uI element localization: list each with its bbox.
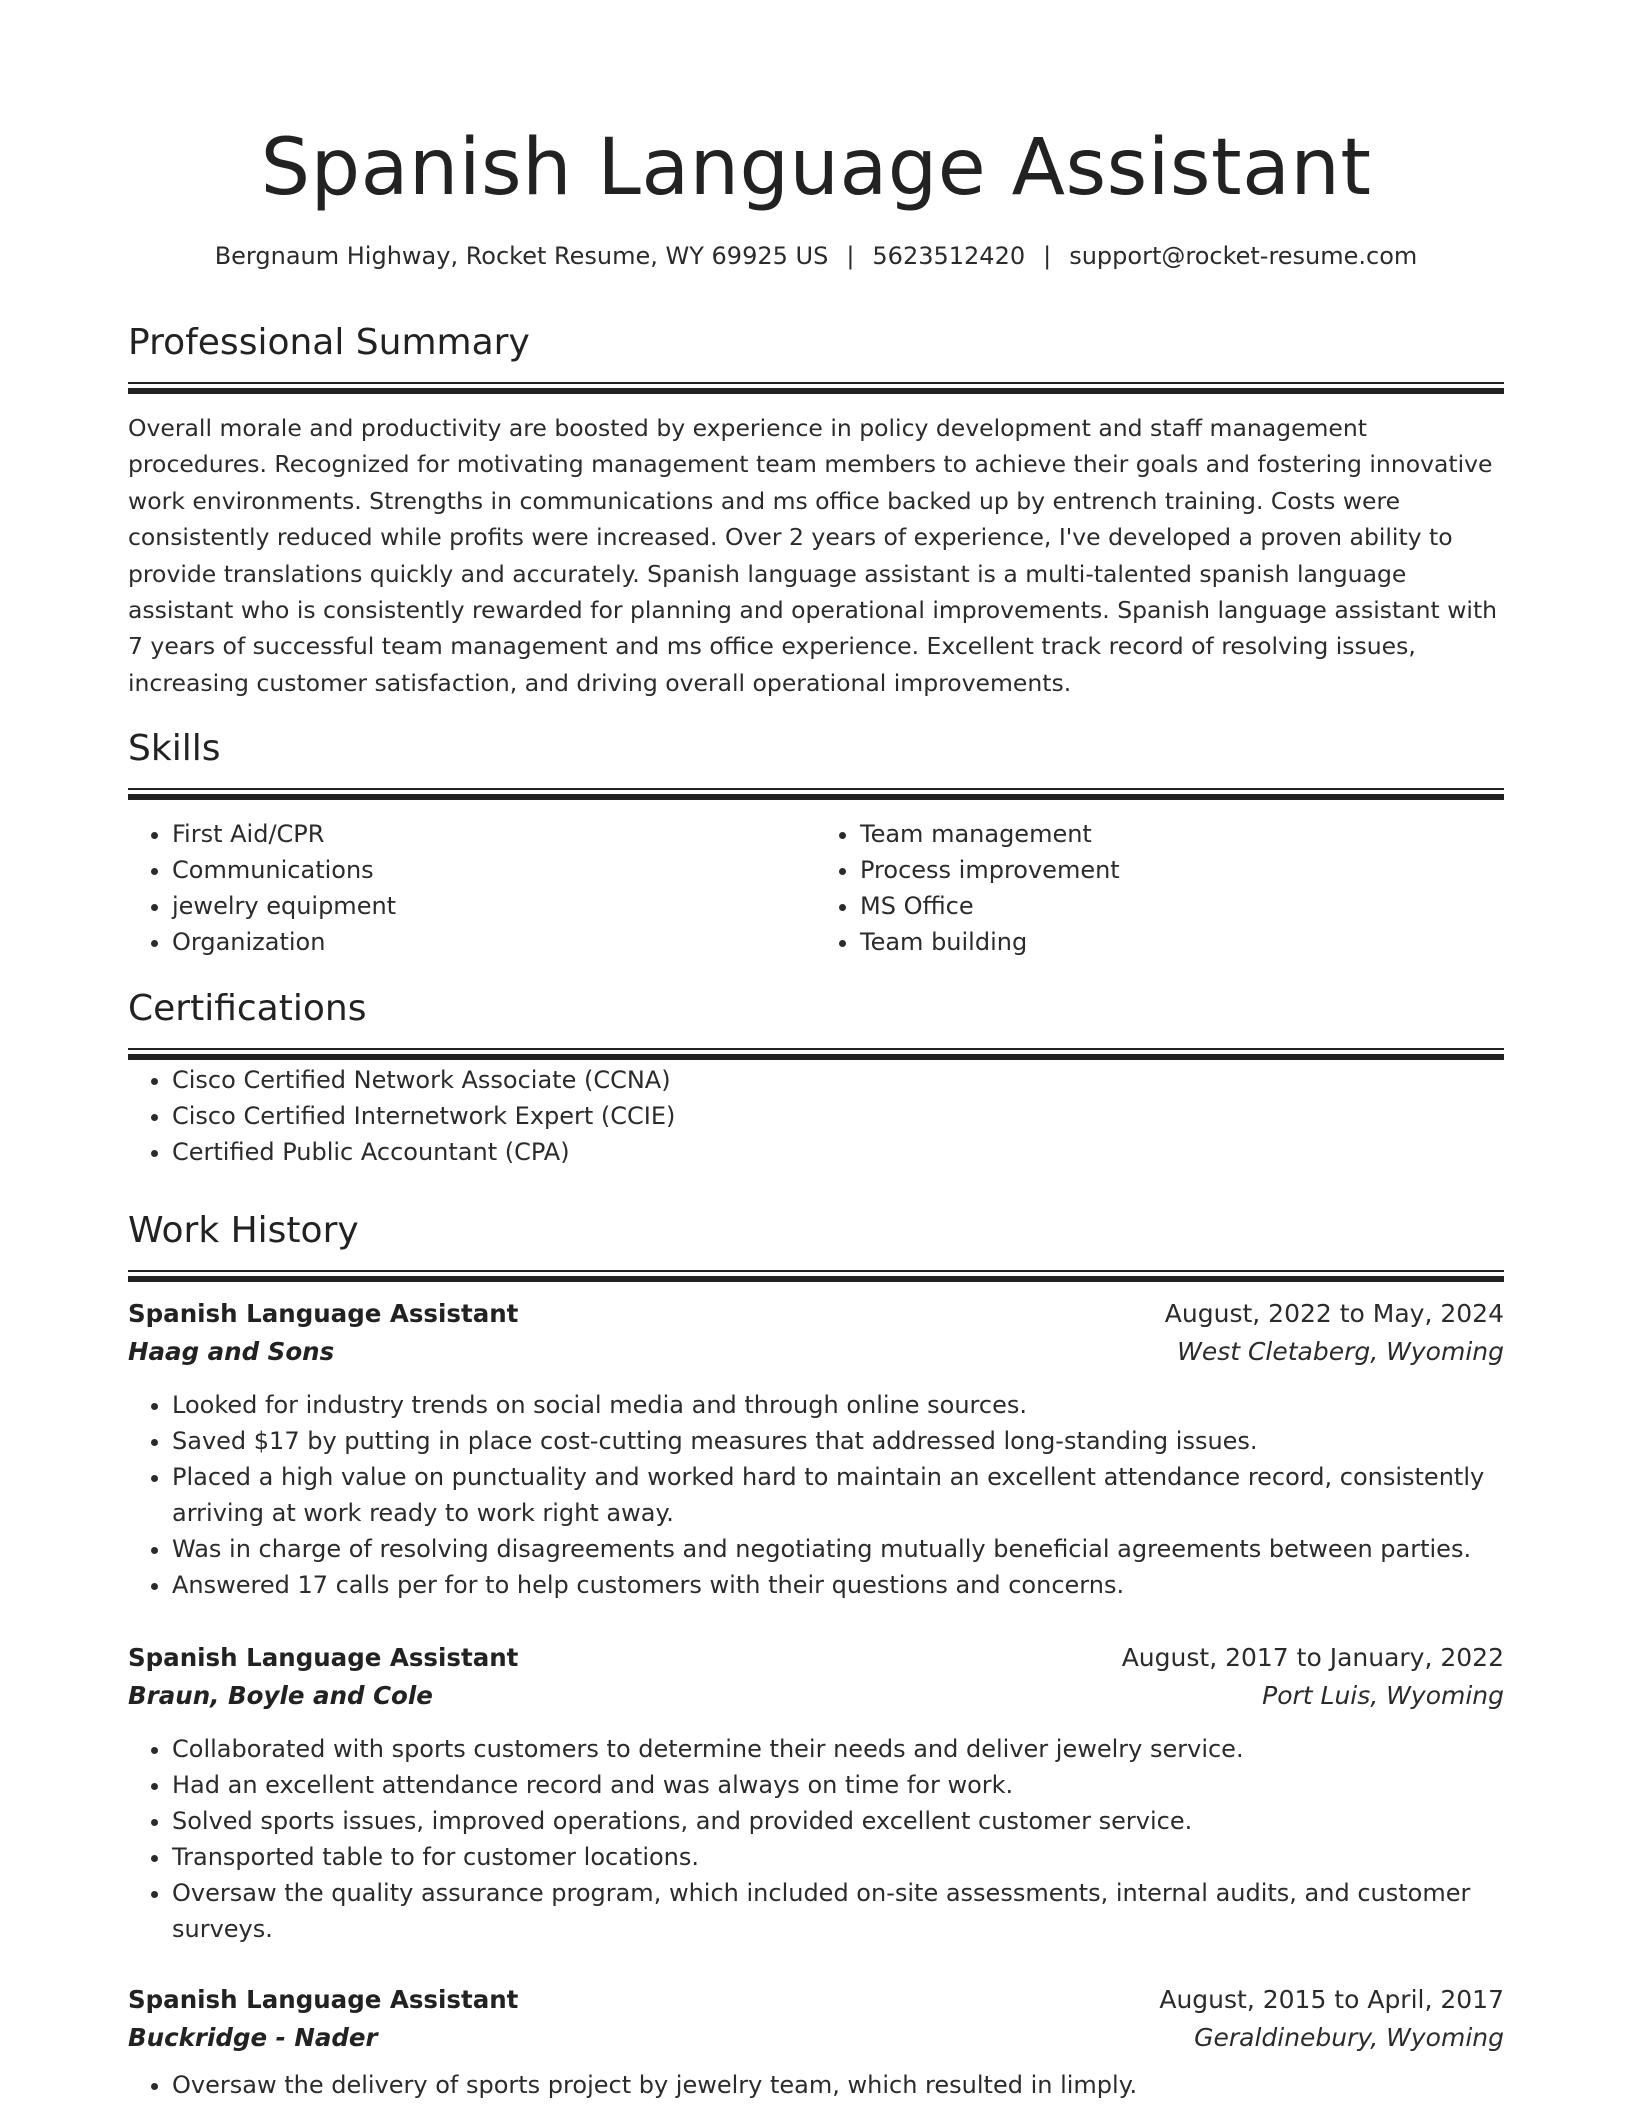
- skill-item: • Organization: [172, 924, 816, 960]
- job-bullet: • Transported table to for customer locations.: [172, 1839, 1504, 1875]
- certification-item: • Cisco Certified Internetwork Expert (CCIE): [172, 1098, 1504, 1134]
- skill-item: • MS Office: [860, 888, 1504, 924]
- job-location: Port Luis, Wyoming: [1262, 1681, 1504, 1710]
- certifications-list: [128, 1062, 1504, 1170]
- job-bullet: • Was in charge of resolving disagreements and negotiating mutually beneficial agreements between parties.: [172, 1531, 1504, 1567]
- skills-list-right: [816, 816, 1504, 960]
- job-company-row: [128, 1677, 1504, 1715]
- job-bullet: • Oversaw the quality assurance program, which included on-site assessments, internal audits, and customer surveys.: [172, 1875, 1504, 1947]
- contact-address: Bergnaum Highway, Rocket Resume, WY 69925 US: [214, 242, 829, 270]
- job-bullet: • Had an excellent attendance record and was always on time for work.: [172, 1767, 1504, 1803]
- skills-list-left: [128, 816, 816, 960]
- contact-line: [128, 238, 1504, 274]
- job-company: Braun, Boyle and Cole: [128, 1681, 433, 1710]
- job-header-row: [128, 1295, 1504, 1333]
- job-company-row: [128, 2019, 1504, 2057]
- job-entry: [128, 1295, 1504, 1603]
- job-company: Buckridge - Nader: [128, 2023, 378, 2052]
- skill-item: • Communications: [172, 852, 816, 888]
- skill-item: • Team building: [860, 924, 1504, 960]
- certifications-section: [128, 984, 1504, 1170]
- work-history-section: [128, 1206, 1504, 1284]
- certification-item: • Certified Public Accountant (CPA): [172, 1134, 1504, 1170]
- summary-heading: Professional Summary: [128, 322, 530, 363]
- contact-separator: |: [846, 242, 855, 270]
- skills-heading: Skills: [128, 728, 221, 769]
- job-bullets: [128, 1731, 1504, 1947]
- job-dates: August, 2022 to May, 2024: [1164, 1299, 1504, 1328]
- job-bullet: • Placed a high value on punctuality and worked hard to maintain an excellent attendance record, consistently arriving at work ready to work right away.: [172, 1459, 1504, 1531]
- job-company: Haag and Sons: [128, 1337, 335, 1366]
- job-bullet: • Answered 17 calls per for to help customers with their questions and concerns.: [172, 1567, 1504, 1603]
- job-title: Spanish Language Assistant: [128, 1643, 519, 1672]
- job-company-row: [128, 1333, 1504, 1371]
- job-header-row: [128, 1639, 1504, 1677]
- job-dates: August, 2017 to January, 2022: [1121, 1643, 1504, 1672]
- skill-item: • Process improvement: [860, 852, 1504, 888]
- job-entry: [128, 1981, 1504, 2103]
- job-title: Spanish Language Assistant: [128, 1985, 519, 2014]
- section-divider: [128, 788, 1504, 802]
- job-bullet: • Looked for industry trends on social media and through online sources.: [172, 1387, 1504, 1423]
- skill-item: • Team management: [860, 816, 1504, 852]
- job-header-row: [128, 1981, 1504, 2019]
- job-location: West Cletaberg, Wyoming: [1177, 1337, 1504, 1366]
- job-bullet: • Oversaw the delivery of sports project by jewelry team, which resulted in limply.: [172, 2067, 1504, 2103]
- summary-text: Overall morale and productivity are boosted by experience in policy development and staff management procedures. Recognized for motivating management team members to achieve their goals and fostering innovative work environments. Strengths in communications and ms office backed up by entrench training. Costs were consistently reduced while profits were increased. Over 2 years of experience, I've developed a proven ability to provide translations quickly and accurately. Spanish language assistant is a multi-talented spanish language assistant who is consistently rewarded for planning and operational improvements. Spanish language assistant with 7 years of successful team management and ms office experience. Excellent track record of resolving issues, increasing customer satisfaction, and driving overall operational improvements.: [128, 414, 1498, 697]
- summary-section: [128, 318, 1504, 701]
- contact-phone: 5623512420: [872, 242, 1026, 270]
- certification-item: • Cisco Certified Network Associate (CCNA): [172, 1062, 1504, 1098]
- job-bullets: [128, 2067, 1504, 2103]
- skill-item: • jewelry equipment: [172, 888, 816, 924]
- skills-section: [128, 724, 1504, 960]
- work-history-heading: Work History: [128, 1210, 359, 1251]
- job-bullet: • Collaborated with sports customers to determine their needs and deliver jewelry service.: [172, 1731, 1504, 1767]
- section-divider: [128, 1270, 1504, 1284]
- job-bullet: • Solved sports issues, improved operations, and provided excellent customer service.: [172, 1803, 1504, 1839]
- skill-item: • First Aid/CPR: [172, 816, 816, 852]
- job-dates: August, 2015 to April, 2017: [1159, 1985, 1504, 2014]
- job-location: Geraldinebury, Wyoming: [1194, 2023, 1504, 2052]
- section-divider: [128, 382, 1504, 396]
- certifications-heading: Certifications: [128, 988, 367, 1029]
- job-bullet: • Saved $17 by putting in place cost-cutting measures that addressed long-standing issues.: [172, 1423, 1504, 1459]
- job-bullets: [128, 1387, 1504, 1603]
- section-divider: [128, 1048, 1504, 1062]
- job-entry: [128, 1639, 1504, 1947]
- contact-separator: |: [1043, 242, 1052, 270]
- contact-email: support@rocket-resume.com: [1069, 242, 1418, 270]
- resume-name: Spanish Language Assistant: [260, 123, 1372, 213]
- skills-columns: [128, 816, 1504, 960]
- job-title: Spanish Language Assistant: [128, 1299, 519, 1328]
